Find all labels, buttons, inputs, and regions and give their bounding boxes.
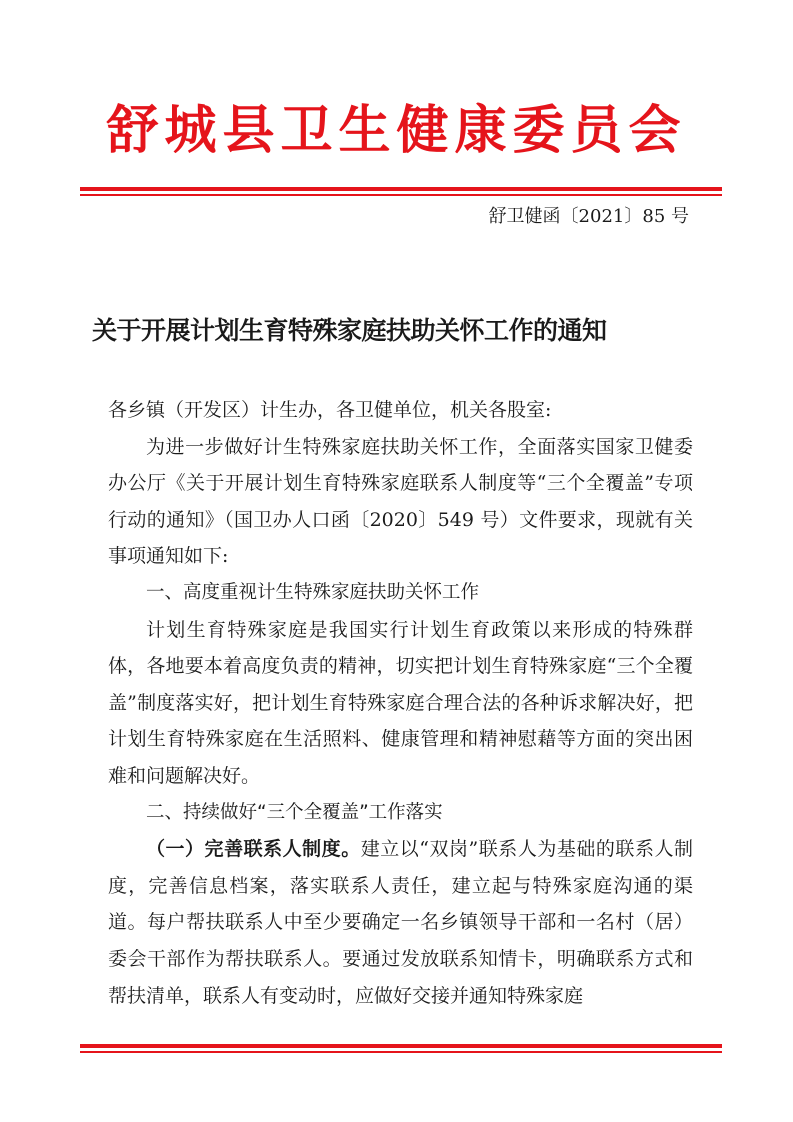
section2-heading: 二、持续做好“三个全覆盖”工作落实 [146,801,443,823]
header-rule-thin [80,194,722,196]
item1-label: （一）完善联系人制度。 [146,838,361,861]
section1-paragraph: 计划生育特殊家庭是我国实行计划生育政策以来形成的特殊群体，各地要本着高度负责的精神，切实把计划生育特殊家庭“三个全覆盖”制度落实好，把计划生育特殊家庭合理合法的各种诉求解决好，把计划生育特殊家庭在生活照料、健康管理和精神慰藉等方面的突出困难和问题解决好。 [108,618,693,787]
org-title: 舒城县卫生健康委员会 [106,100,687,161]
header-rule-thick [80,187,722,191]
doc-number: 舒卫健函〔2021〕85 号 [488,206,689,227]
doc-title: 关于开展计划生育特殊家庭扶助关怀工作的通知 [92,316,607,345]
item1-paragraph [108,831,693,1014]
item1-text: 建立以“双岗”联系人为基础的联系人制度，完善信息档案，落实联系人责任，建立起与特殊家庭沟通的渠道。每户帮扶联系人中至少要确定一名乡镇领导干部和一名村（居）委会干部作为帮扶联系人。要通过发放联系知情卡，明确联系方式和帮扶清单，联系人有变动时，应做好交接并通知特殊家庭 [108,838,693,1007]
salutation: 各乡镇（开发区）计生办，各卫健单位，机关各股室: [108,399,552,421]
footer-rule-thick [80,1044,722,1048]
document-body [108,392,693,1014]
footer-rule-thin [80,1051,722,1053]
intro-paragraph: 为进一步做好计生特殊家庭扶助关怀工作，全面落实国家卫健委办公厅《关于开展计划生育特殊家庭联系人制度等“三个全覆盖”专项行动的通知》（国卫办人口函〔2020〕549 号）文件要求，现就有关事项通知如下: [108,435,693,568]
section1-heading: 一、高度重视计生特殊家庭扶助关怀工作 [146,581,480,603]
